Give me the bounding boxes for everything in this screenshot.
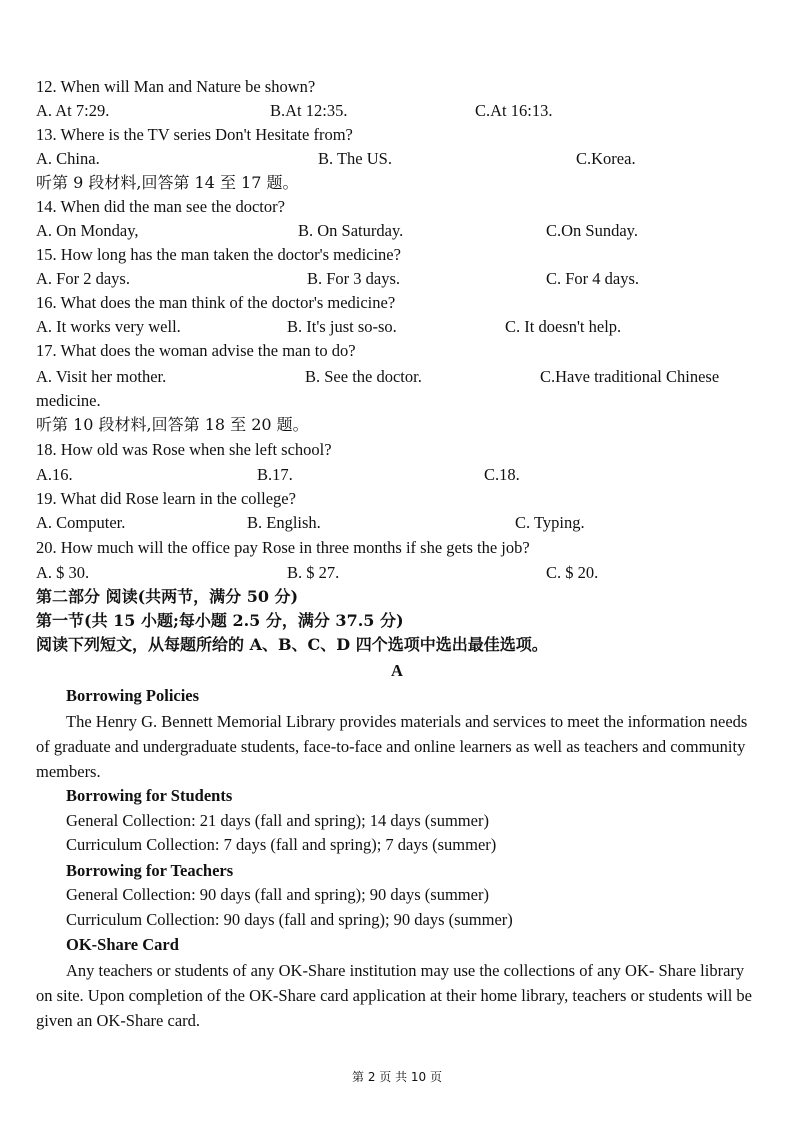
page-footer: 第 2 页 共 10 页 <box>352 1070 442 1084</box>
question-14-option-a: A. On Monday, <box>36 221 139 240</box>
question-14-stem: 14. When did the man see the doctor? <box>36 197 285 216</box>
question-16-option-b: B. It's just so-so. <box>287 317 397 336</box>
question-17-option-c: C.Have traditional Chinese <box>540 367 720 386</box>
question-20-option-c: C. $ 20. <box>546 563 599 582</box>
okshare-heading: OK-Share Card <box>66 935 179 954</box>
question-13-option-b: B. The US. <box>318 149 392 168</box>
question-18-option-b: B.17. <box>257 465 293 484</box>
question-17-option-b: B. See the doctor. <box>305 367 422 386</box>
question-19-option-a: A. Computer. <box>36 513 126 532</box>
question-20-option-b: B. $ 27. <box>287 563 340 582</box>
question-15-stem: 15. How long has the man taken the doctor's medicine? <box>36 245 401 264</box>
reading-directions: 阅读下列短文，从每题所给的 A、B、C、D 四个选项中选出最佳选项。 <box>36 635 548 654</box>
question-20-option-a: A. $ 30. <box>36 563 90 582</box>
passage-heading: Borrowing Policies <box>66 686 200 705</box>
question-13-stem: 13. Where is the TV series Don't Hesitate from? <box>36 125 353 144</box>
question-17-stem: 17. What does the woman advise the man to do? <box>36 341 356 360</box>
students-general-collection: General Collection: 21 days (fall and spring); 14 days (summer) <box>66 811 489 830</box>
question-17-option-c-continuation: medicine. <box>36 391 101 410</box>
question-18-stem: 18. How old was Rose when she left school? <box>36 440 332 459</box>
question-20-stem: 20. How much will the office pay Rose in three months if she gets the job? <box>36 538 530 557</box>
question-14-option-b: B. On Saturday. <box>298 221 404 240</box>
students-curriculum-collection: Curriculum Collection: 7 days (fall and spring); 7 days (summer) <box>66 835 497 854</box>
instruction-segment-10: 听第 10 段材料,回答第 18 至 20 题。 <box>36 415 309 434</box>
passage-letter: A <box>391 661 403 680</box>
question-16-stem: 16. What does the man think of the doctor's medicine? <box>36 293 396 312</box>
passage-intro: The Henry G. Bennett Memorial Library provides materials and services to meet the information needs of graduate and undergraduate students, face-to-face and online learners as well as teachers and community members. <box>36 712 748 781</box>
part-two-heading: 第二部分 阅读(共两节，满分 50 分) <box>36 587 299 606</box>
question-19-stem: 19. What did Rose learn in the college? <box>36 489 296 508</box>
question-12-option-b: B.At 12:35. <box>270 101 348 120</box>
teachers-heading: Borrowing for Teachers <box>66 861 234 880</box>
instruction-segment-9: 听第 9 段材料,回答第 14 至 17 题。 <box>36 173 299 192</box>
question-18-option-c: C.18. <box>484 465 520 484</box>
question-16-option-a: A. It works very well. <box>36 317 181 336</box>
question-14-option-c: C.On Sunday. <box>546 221 638 240</box>
question-16-option-c: C. It doesn't help. <box>505 317 622 336</box>
section-one-heading: 第一节(共 15 小题;每小题 2.5 分，满分 37.5 分) <box>36 611 404 630</box>
question-15-option-b: B. For 3 days. <box>307 269 401 288</box>
students-heading: Borrowing for Students <box>66 786 233 805</box>
question-19-option-c: C. Typing. <box>515 513 585 532</box>
question-12-option-a: A. At 7:29. <box>36 101 110 120</box>
question-15-option-a: A. For 2 days. <box>36 269 130 288</box>
question-18-option-a: A.16. <box>36 465 73 484</box>
question-13-option-c: C.Korea. <box>576 149 636 168</box>
question-19-option-b: B. English. <box>247 513 321 532</box>
question-15-option-c: C. For 4 days. <box>546 269 640 288</box>
teachers-curriculum-collection: Curriculum Collection: 90 days (fall and spring); 90 days (summer) <box>66 910 513 929</box>
teachers-general-collection: General Collection: 90 days (fall and spring); 90 days (summer) <box>66 885 489 904</box>
question-17-option-a: A. Visit her mother. <box>36 367 167 386</box>
question-12-stem: 12. When will Man and Nature be shown? <box>36 77 316 96</box>
question-13-option-a: A. China. <box>36 149 100 168</box>
okshare-text: Any teachers or students of any OK-Share institution may use the collections of any OK- Share library on site. Upon completion of the OK-Share card application at their home library, teachers or students will be given an OK-Share card. <box>36 961 753 1030</box>
question-12-option-c: C.At 16:13. <box>475 101 553 120</box>
